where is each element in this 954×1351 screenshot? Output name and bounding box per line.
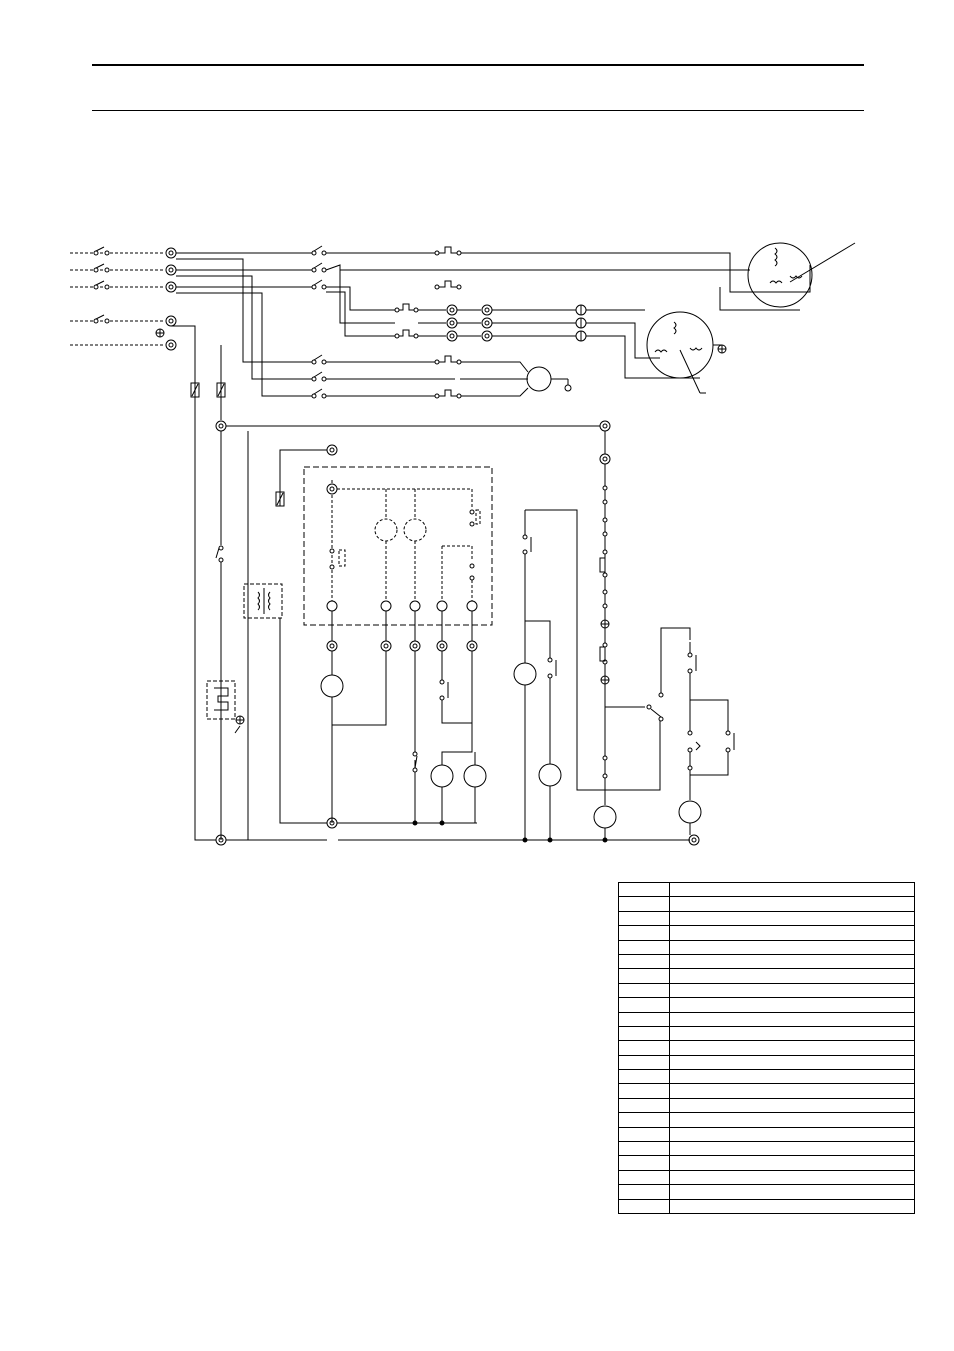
legend-description bbox=[670, 969, 915, 983]
legend-code bbox=[619, 1185, 670, 1199]
supply-leads bbox=[70, 253, 165, 345]
legend-row bbox=[619, 1041, 915, 1055]
fuse-icon bbox=[171, 326, 284, 840]
thermostat-icon bbox=[207, 681, 244, 733]
legend-description bbox=[670, 1098, 915, 1112]
legend-code bbox=[619, 998, 670, 1012]
legend-code bbox=[619, 1170, 670, 1184]
safety-chain bbox=[594, 431, 690, 842]
legend-code bbox=[619, 954, 670, 968]
main-switch-contacts bbox=[94, 247, 109, 323]
legend-code bbox=[619, 1127, 670, 1141]
legend-code bbox=[619, 1098, 670, 1112]
legend-row bbox=[619, 897, 915, 911]
legend-row bbox=[619, 940, 915, 954]
legend-code bbox=[619, 940, 670, 954]
legend-code bbox=[619, 1142, 670, 1156]
legend-row bbox=[619, 1084, 915, 1098]
power-lines bbox=[176, 253, 810, 396]
legend-description bbox=[670, 1012, 915, 1026]
legend-description bbox=[670, 897, 915, 911]
legend-description bbox=[670, 954, 915, 968]
legend-description bbox=[670, 1199, 915, 1213]
legend-description bbox=[670, 1127, 915, 1141]
legend-row bbox=[619, 954, 915, 968]
legend-table bbox=[618, 882, 915, 1214]
legend-description bbox=[670, 998, 915, 1012]
legend-description bbox=[670, 911, 915, 925]
legend-description bbox=[670, 1170, 915, 1184]
legend-description bbox=[670, 1156, 915, 1170]
legend-description bbox=[670, 1142, 915, 1156]
legend-code bbox=[619, 897, 670, 911]
legend-code bbox=[619, 1070, 670, 1084]
legend-row bbox=[619, 1185, 915, 1199]
legend-row bbox=[619, 983, 915, 997]
legend-description bbox=[670, 983, 915, 997]
legend-code bbox=[619, 969, 670, 983]
legend-code bbox=[619, 1084, 670, 1098]
legend-row bbox=[619, 1026, 915, 1040]
legend-description bbox=[670, 926, 915, 940]
load-terminals bbox=[321, 611, 486, 828]
legend-description bbox=[670, 883, 915, 897]
legend-description bbox=[670, 1041, 915, 1055]
legend-description bbox=[670, 1084, 915, 1098]
legend-row bbox=[619, 1170, 915, 1184]
legend-description bbox=[670, 1113, 915, 1127]
three-phase-motor-icon bbox=[647, 243, 855, 393]
legend-description bbox=[670, 1026, 915, 1040]
control-circuit bbox=[216, 345, 699, 845]
legend-code bbox=[619, 1113, 670, 1127]
right-control-branch bbox=[514, 510, 660, 842]
transformer-icon bbox=[244, 445, 337, 823]
legend-code bbox=[619, 1012, 670, 1026]
legend-description bbox=[670, 1055, 915, 1069]
legend-code bbox=[619, 1026, 670, 1040]
legend-row bbox=[619, 998, 915, 1012]
legend-row bbox=[619, 1070, 915, 1084]
legend-code bbox=[619, 926, 670, 940]
legend-row bbox=[619, 1055, 915, 1069]
legend-description bbox=[670, 1185, 915, 1199]
legend-code bbox=[619, 983, 670, 997]
legend-row bbox=[619, 969, 915, 983]
supply-terminals bbox=[156, 248, 176, 350]
legend-row bbox=[619, 1199, 915, 1213]
far-right-branch bbox=[679, 642, 734, 835]
legend-row bbox=[619, 1098, 915, 1112]
contactor-contacts bbox=[312, 246, 326, 398]
legend-row bbox=[619, 1127, 915, 1141]
legend-code bbox=[619, 1199, 670, 1213]
legend-code bbox=[619, 1041, 670, 1055]
legend-row bbox=[619, 1142, 915, 1156]
legend-description bbox=[670, 1070, 915, 1084]
legend-row bbox=[619, 1012, 915, 1026]
legend-row bbox=[619, 1156, 915, 1170]
legend-code bbox=[619, 1055, 670, 1069]
motor-icon bbox=[527, 367, 571, 391]
legend-description bbox=[670, 940, 915, 954]
legend-row bbox=[619, 1113, 915, 1127]
legend-code bbox=[619, 883, 670, 897]
legend-code bbox=[619, 911, 670, 925]
legend-row bbox=[619, 883, 915, 897]
legend-row bbox=[619, 911, 915, 925]
legend-row bbox=[619, 926, 915, 940]
control-board bbox=[304, 467, 492, 625]
legend-code bbox=[619, 1156, 670, 1170]
